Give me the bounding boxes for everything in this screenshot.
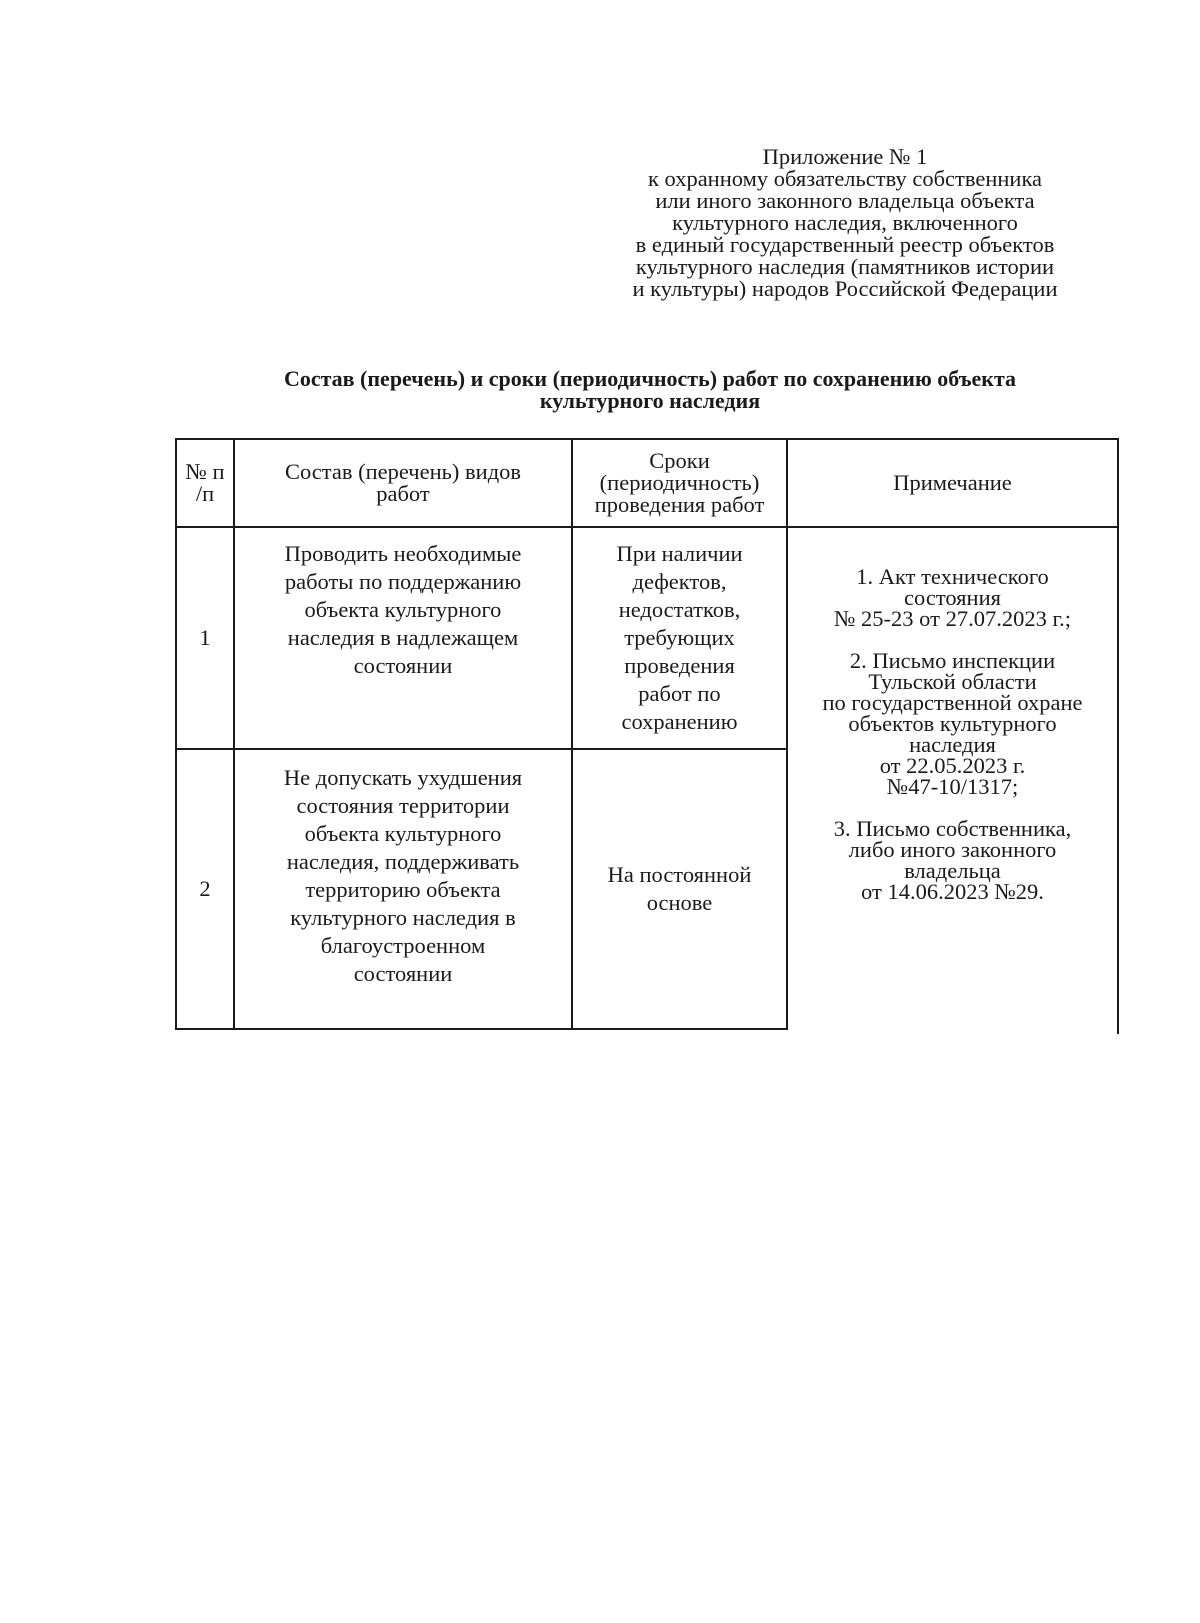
header-number: [177, 440, 233, 526]
header-note: [788, 440, 1117, 526]
note-line: 3. Письмо собственника,: [833, 816, 1072, 841]
note-line: №47-10/1317;: [886, 774, 1019, 799]
header-works-line: Состав (перечень) видов: [284, 459, 522, 484]
note-line: владельца: [904, 858, 1001, 883]
document-title: [180, 368, 1120, 412]
row-number: 1: [199, 625, 211, 650]
row2-number: [177, 750, 233, 1028]
row1-terms-line: сохранению: [621, 709, 738, 734]
note-line: Тульской области: [868, 669, 1037, 694]
row2-terms: [573, 750, 786, 1028]
row2-works-line: состояния территории: [296, 793, 510, 818]
row2-works-line: наследия, поддерживать: [286, 849, 520, 874]
header-number-line: № п: [185, 459, 225, 484]
note-line: от 22.05.2023 г.: [879, 753, 1026, 778]
appendix-line: и культуры) народов Российской Федерации: [632, 276, 1058, 301]
row1-works-line: Проводить необходимые: [284, 541, 522, 566]
note-line: 1. Акт технического: [856, 564, 1049, 589]
row1-terms-line: требующих: [624, 625, 735, 650]
note-line: от 14.06.2023 №29.: [861, 879, 1044, 904]
row-number: 2: [199, 876, 211, 901]
header-terms-line: (периодичность): [599, 470, 760, 495]
appendix-line: Приложение № 1: [762, 144, 928, 169]
header-works-line: работ: [376, 481, 430, 506]
note-line: по государственной охране: [822, 690, 1083, 715]
note-cell: [788, 528, 1117, 940]
appendix-line: к охранному обязательству собственника: [647, 166, 1043, 191]
appendix-line: культурного наследия, включенного: [672, 210, 1018, 235]
row2-works-line: Не допускать ухудшения: [283, 765, 523, 790]
title-line: культурного наследия: [539, 388, 761, 413]
row2-terms-line: На постоянной: [607, 862, 752, 887]
row1-terms-line: недостатков,: [618, 597, 741, 622]
note-line: № 25-23 от 27.07.2023 г.;: [833, 606, 1072, 631]
appendix-line: или иного законного владельца объекта: [655, 188, 1035, 213]
row1-terms-line: работ по: [638, 681, 721, 706]
row1-terms: [573, 528, 786, 748]
row1-works-line: наследия в надлежащем: [287, 625, 519, 650]
row2-works-line: объекта культурного: [304, 821, 502, 846]
table-border-bottom: [175, 1028, 787, 1030]
appendix-heading: [580, 146, 1110, 300]
row2-works-line: благоустроенном: [320, 933, 486, 958]
title-line: Состав (перечень) и сроки (периодичность) работ по сохранению объекта: [283, 366, 1017, 391]
note-spacer: [822, 797, 1082, 818]
row2-terms-line: основе: [646, 890, 713, 915]
header-note-line: Примечание: [893, 470, 1012, 495]
row2-works-line: территорию объекта: [305, 877, 501, 902]
row1-number: [177, 528, 233, 748]
appendix-line: в единый государственный реестр объектов: [635, 232, 1055, 257]
note-line: 2. Письмо инспекции: [849, 648, 1056, 673]
note-line: наследия: [909, 732, 996, 757]
row1-terms-line: При наличии: [616, 541, 743, 566]
appendix-line: культурного наследия (памятников истории: [635, 254, 1055, 279]
row2-works-line: культурного наследия в: [290, 905, 516, 930]
table-border-right: [1117, 438, 1119, 1034]
note-spacer: [822, 629, 1082, 650]
row1-works: [235, 528, 571, 688]
header-terms: [573, 440, 786, 526]
row2-works: [235, 750, 571, 1028]
header-works: [235, 440, 571, 526]
header-terms-line: Сроки: [649, 448, 710, 473]
header-number-line: /п: [195, 481, 215, 506]
row1-terms-line: дефектов,: [632, 569, 727, 594]
row1-works-line: работы по поддержанию: [284, 569, 522, 594]
row1-works-line: объекта культурного: [304, 597, 502, 622]
row2-works-line: состоянии: [353, 961, 453, 986]
note-line: либо иного законного: [848, 837, 1057, 862]
header-terms-line: проведения работ: [594, 492, 765, 517]
row1-works-line: состоянии: [353, 653, 453, 678]
note-line: состояния: [904, 585, 1001, 610]
note-line: объектов культурного: [848, 711, 1057, 736]
row1-terms-line: проведения: [624, 653, 735, 678]
